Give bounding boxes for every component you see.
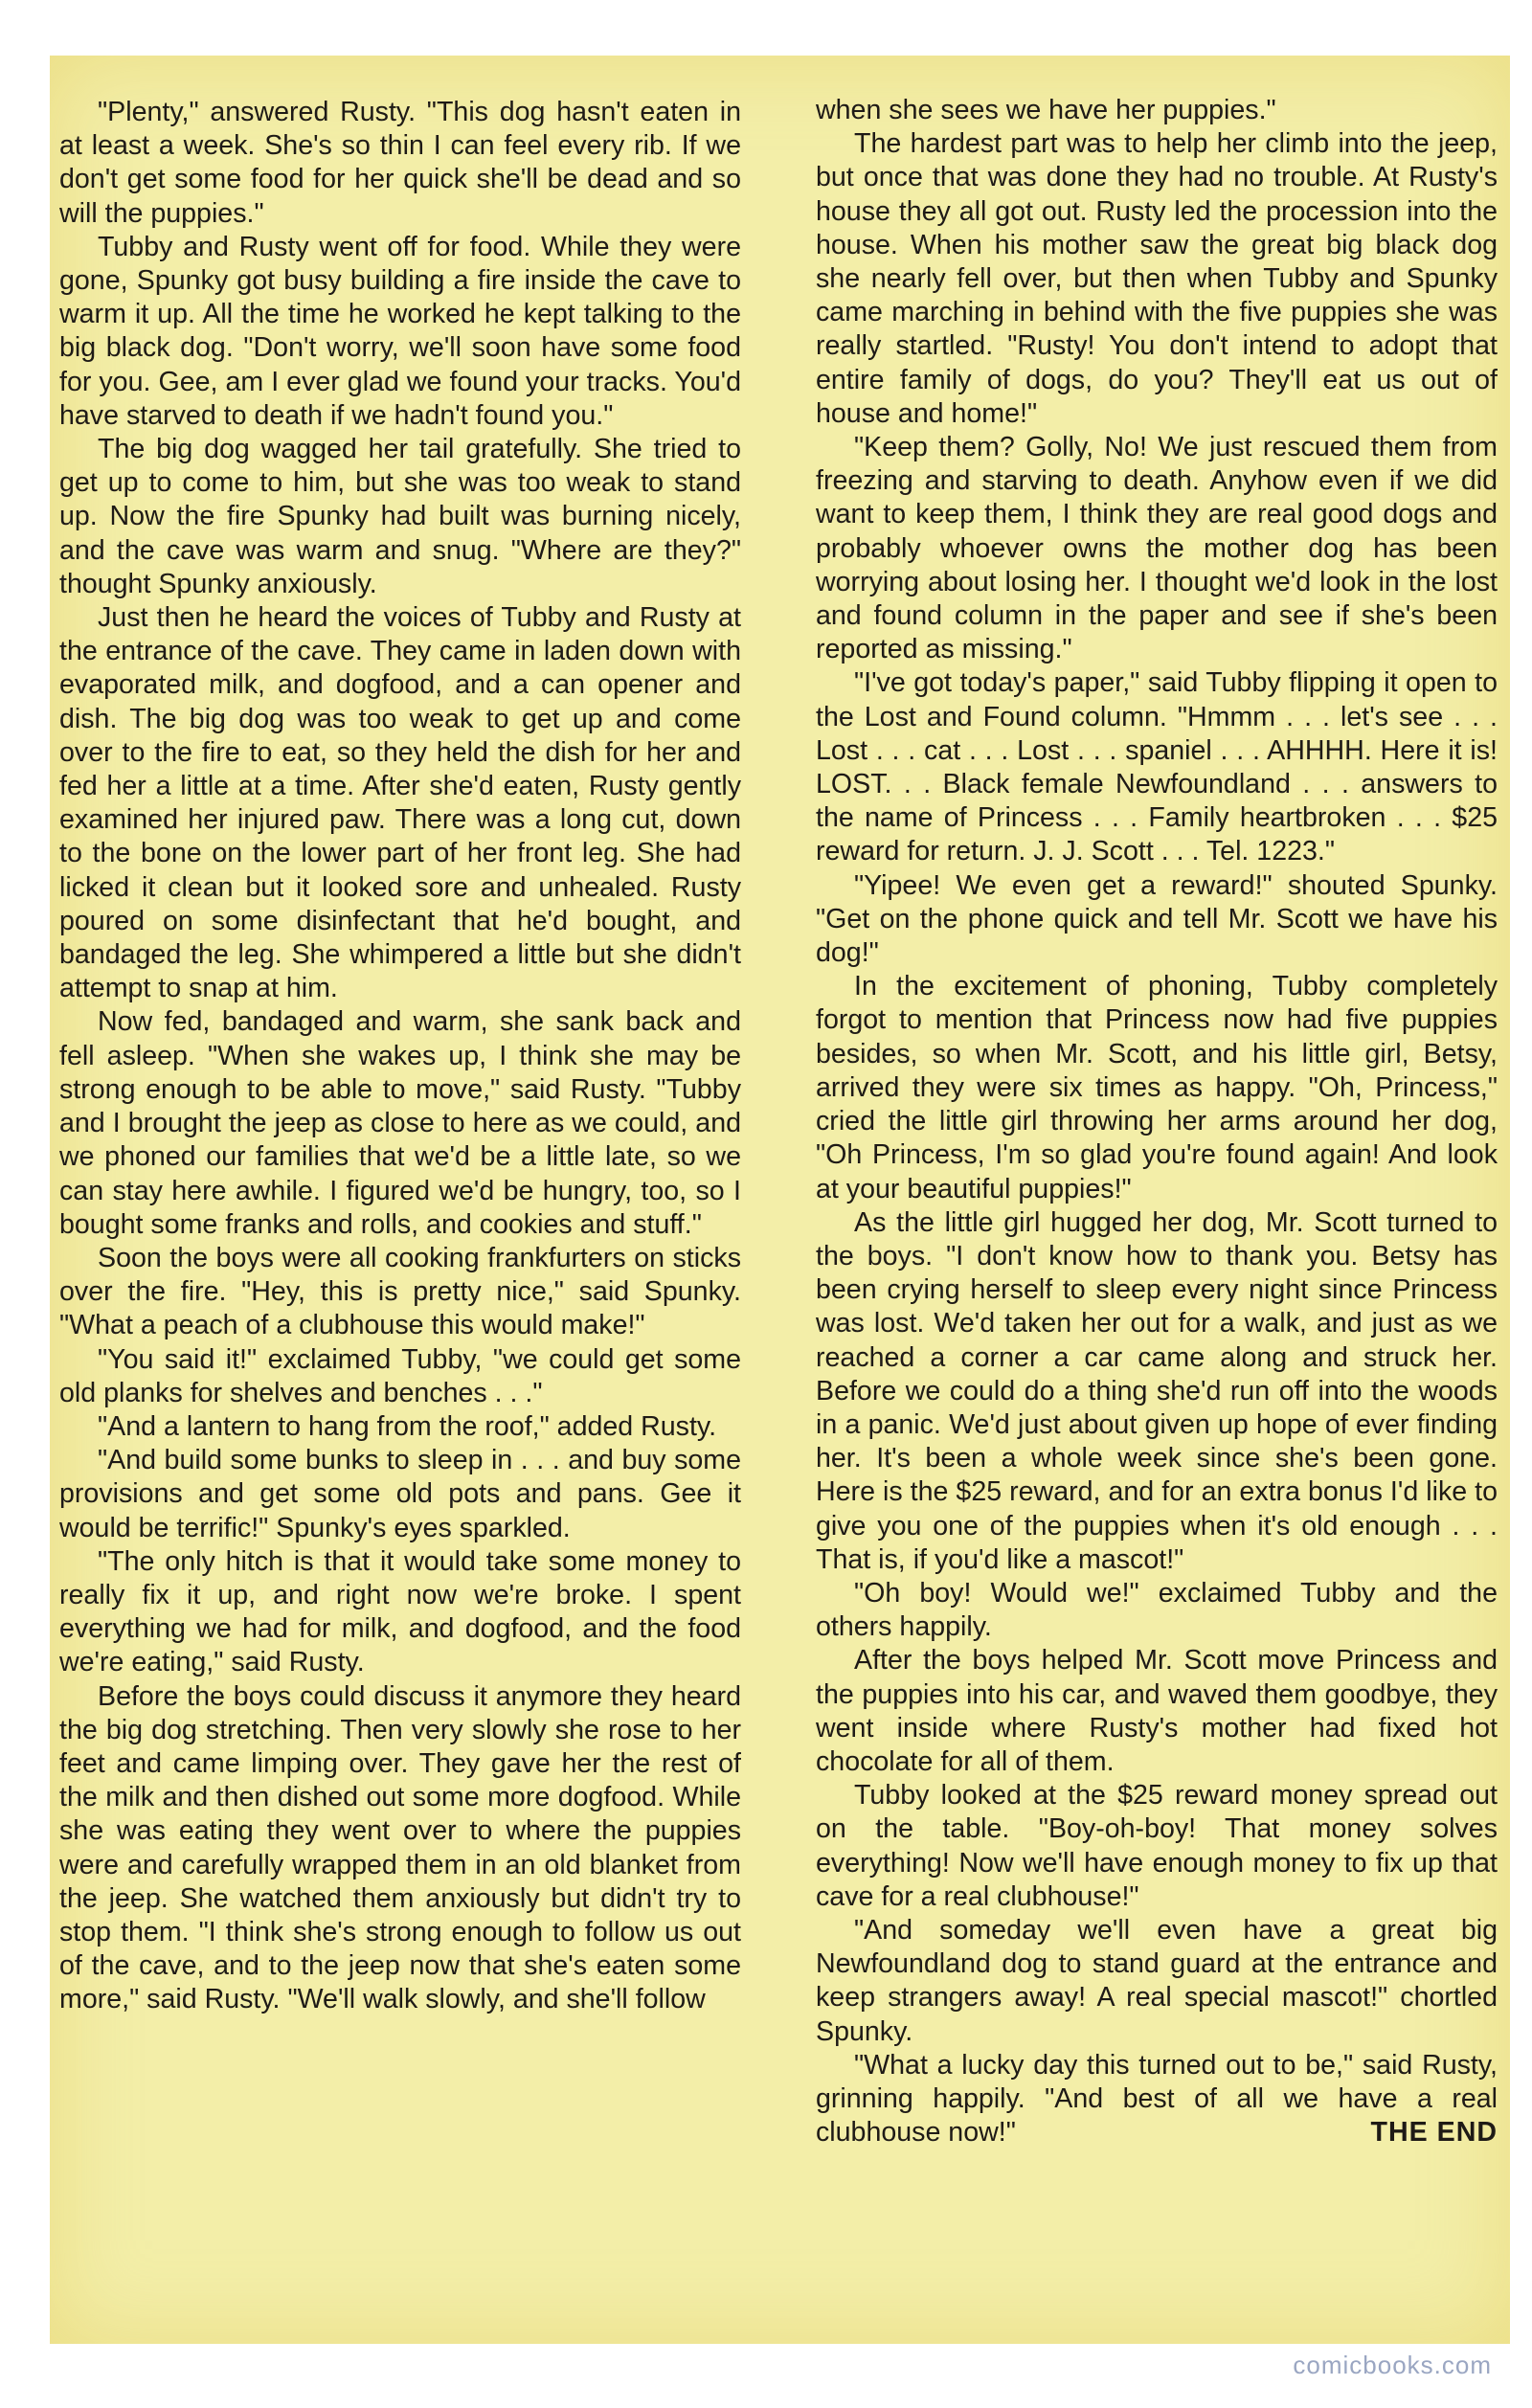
paragraph: "And someday we'll even have a great big Newfoundland dog to stand guard at the entrance and keep strangers away! A real special mascot!" chortled Spunky. [816,1914,1498,2047]
paragraph: In the excitement of phoning, Tubby completely forgot to mention that Princess now had five puppies besides, so when Mr. Scott, and his little girl, Betsy, arrived they were six times as happy. "Oh, Princess," cried the little girl throwing her arms around her dog, "Oh Princess, I'm so glad you're found again! And look at your beautiful puppies!" [816,971,1498,1204]
final-paragraph [816,2049,1498,2150]
paragraph: The big dog wagged her tail gratefully. She tried to get up to come to him, but she was too weak to stand up. Now the fire Spunky had built was burning nicely, and the cave was warm and snug. "Where are they?" thought Spunky anxiously. [59,434,741,599]
left-text-column [59,96,741,2017]
paragraph: Before the boys could discuss it anymore they heard the big dog stretching. Then very slowly she rose to her feet and came limping over. They gave her the rest of the milk and then dished out some more dogfood. While she was eating they went over to where the puppies were and carefully wrapped them in an old blanket from the jeep. She watched them anxiously but didn't try to stop them. "I think she's strong enough to follow us out of the cave, and to the jeep now that she's eaten some more," said Rusty. "We'll walk slowly, and she'll follow [59,1680,741,2015]
paragraph-continued: when she sees we have her puppies." [816,95,1276,125]
paragraph: "The only hitch is that it would take some money to really fix it up, and right now we're broke. I spent everything we had for milk, and dogfood, and the food we're eating," said Rusty. [59,1545,741,1678]
paragraph: "Oh boy! Would we!" exclaimed Tubby and the others happily. [816,1577,1498,1643]
right-text-column [816,94,1498,2149]
paragraph: "And a lantern to hang from the roof," added Rusty. [98,1410,717,1442]
final-paragraph-text: "What a lucky day this turned out to be," said Rusty, grinning happily. "And best of all we have a real clubhouse now!" [816,2049,1498,2149]
the-end-label: THE END [1370,2117,1498,2149]
paragraph: Tubby looked at the $25 reward money spread out on the table. "Boy-oh-boy! That money solves everything! Now we'll have enough money to fix up that cave for a real clubhouse!" [816,1780,1498,1912]
paragraph: "Yipee! We even get a reward!" shouted Spunky. "Get on the phone quick and tell Mr. Scott we have his dog!" [816,869,1498,969]
paragraph: Tubby and Rusty went off for food. While they were gone, Spunky got busy building a fire inside the cave to warm it up. All the time he worked he kept talking to the big black dog. "Don't worry, we'll soon have some food for you. Gee, am I ever glad we found your tracks. You'd have starved to death if we hadn't found you." [59,231,741,431]
paragraph: "Plenty," answered Rusty. "This dog hasn't eaten in at least a week. She's so thin I can feel every rib. If we don't get some food for her quick she'll be dead and so will the puppies." [59,97,741,229]
paragraph: "You said it!" exclaimed Tubby, "we could get some old planks for shelves and benches . . ." [59,1343,741,1408]
paragraph: "And build some bunks to sleep in . . . and buy some provisions and get some old pots and pans. Gee it would be terrific!" Spunky's eyes sparkled. [59,1445,741,1543]
paragraph: As the little girl hugged her dog, Mr. Scott turned to the boys. "I don't know how to thank you. Betsy has been crying herself to sleep every night since Princess was lost. We'd taken her out for a walk, and just as we reached a corner a car came along and struck her. Before we could do a thing she'd run off into the woods in a panic. We'd just about given up hope of ever finding her. It's been a whole week since she's been gone. Here is the $25 reward, and for an extra bonus I'd like to give you one of the puppies when it's old enough . . . That is, if you'd like a mascot!" [816,1206,1498,1575]
paragraph: After the boys helped Mr. Scott move Princess and the puppies into his car, and waved them goodbye, they went inside where Rusty's mother had fixed hot chocolate for all of them. [816,1645,1498,1777]
story-page [50,56,1510,2344]
paragraph: Soon the boys were all cooking frankfurters on sticks over the fire. "Hey, this is pretty nice," said Spunky. "What a peach of a clubhouse this would make!" [59,1242,741,1341]
paragraph: Just then he heard the voices of Tubby and Rusty at the entrance of the cave. They came in laden down with evaporated milk, and dogfood, and a can opener and dish. The big dog was too weak to get up and come over to the fire to eat, so they held the dish for her and fed her a little at a time. After she'd eaten, Rusty gently examined her injured paw. There was a long cut, down to the bone on the lower part of her front leg. She had licked it clean but it looked sore and unhealed. Rusty poured on some disinfectant that he'd bought, and bandaged the leg. She whimpered a little but she didn't attempt to snap at him. [59,602,741,1004]
site-watermark: comicbooks.com [1293,2351,1492,2379]
paragraph: "Keep them? Golly, No! We just rescued them from freezing and starving to death. Anyhow even if we did want to keep them, I think they are real good dogs and probably whoever owns the mother dog has been worrying about losing her. I thought we'd look in the lost and found column in the paper and see if she's been reported as missing." [816,432,1498,665]
paragraph: The hardest part was to help her climb into the jeep, but once that was done they had no trouble. At Rusty's house they all got out. Rusty led the procession into the house. When his mother saw the great big black dog she nearly fell over, but then when Tubby and Spunky came marching in behind with the five puppies she was really startled. "Rusty! You don't intend to adopt that entire family of dogs, do you? They'll eat us out of house and home!" [816,128,1498,429]
paragraph: "I've got today's paper," said Tubby flipping it open to the Lost and Found column. "Hmmm . . . let's see . . . Lost . . . cat . . . Lost . . . spaniel . . . AHHHH. Here it is! LOST. . . Black female Newfoundland . . . answers to the name of Princess . . . Family heartbroken . . . $25 reward for return. J. J. Scott . . . Tel. 1223." [816,667,1498,867]
paragraph: Now fed, bandaged and warm, she sank back and fell asleep. "When she wakes up, I think she may be strong enough to be able to move," said Rusty. "Tubby and I brought the jeep as close to here as we could, and we phoned our families that we'd be a little late, so we can stay here awhile. I figured we'd be hungry, too, so I bought some franks and rolls, and cookies and stuff." [59,1006,741,1240]
